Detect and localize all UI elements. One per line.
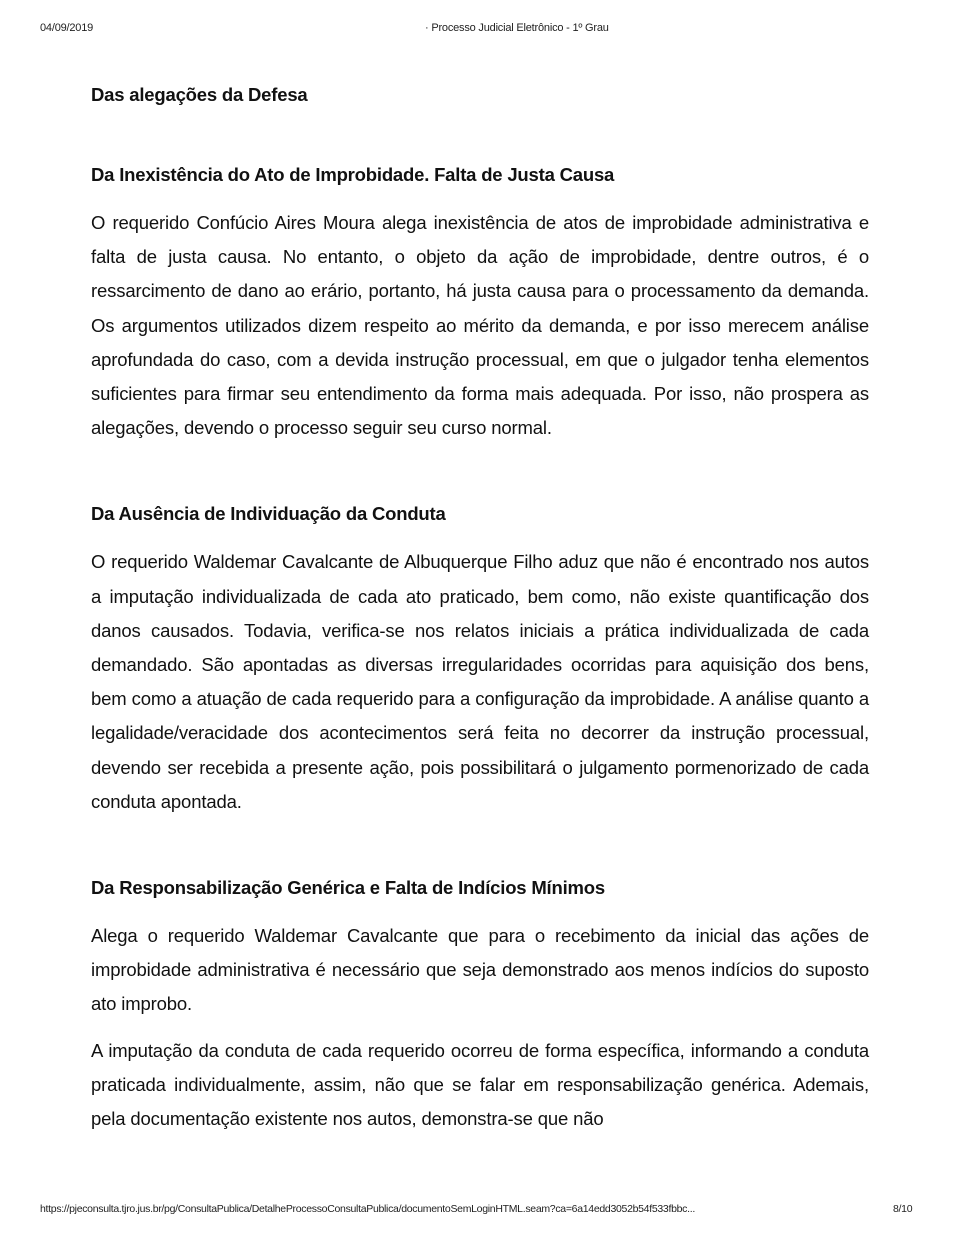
section-heading: Da Inexistência do Ato de Improbidade. Falta de Justa Causa <box>91 164 615 185</box>
page-number: 8/10 <box>893 1203 913 1215</box>
section-ausencia-individuacao <box>91 503 869 819</box>
print-footer <box>0 1203 960 1219</box>
print-header <box>0 22 960 38</box>
paragraph: A imputação da conduta de cada requerido ocorreu de forma específica, informando a conduta praticada individualmente, assim, não que se falar em responsabilização genérica. Ademais, pela documentação existente nos autos, demonstra-se que não <box>91 1039 869 1130</box>
paragraph: O requerido Confúcio Aires Moura alega inexistência de atos de improbidade administrativa e falta de justa causa. No entanto, o objeto da ação de improbidade, dentre outros, é o ressarcimento de dano ao erário, portanto, há justa causa para o processamento da demanda. Os argumentos utilizados dizem respeito ao mérito da demanda, e por isso merecem análise aprofundada do caso, com a devida instrução processual, em que o julgador tenha elementos suficientes para firmar seu entendimento da forma mais adequada. Por isso, não prospera as alegações, devendo o processo seguir seu curso normal. <box>91 212 869 439</box>
page-title: · Processo Judicial Eletrônico - 1º Grau <box>425 22 609 34</box>
paragraph: Alega o requerido Waldemar Cavalcante que para o recebimento da inicial das ações de improbidade administrativa é necessário que seja demonstrado aos menos indícios do suposto ato improbo. <box>91 925 869 1015</box>
section-heading: Da Responsabilização Genérica e Falta de Indícios Mínimos <box>91 877 605 899</box>
print-date: 04/09/2019 <box>40 22 94 34</box>
section-responsabilizacao-generica <box>91 877 869 1136</box>
main-heading: Das alegações da Defesa <box>91 84 308 105</box>
section-inexistencia <box>91 164 869 445</box>
paragraph: O requerido Waldemar Cavalcante de Albuquerque Filho aduz que não é encontrado nos autos a imputação individualizada de cada ato praticado, bem como, não existe quantificação dos danos causados. Todavia, verifica-se nos relatos iniciais a prática individualizada de cada demandado. São apontadas as diversas irregularidades ocorridas para aquisição dos bens, bem como a atuação de cada requerido para a configuração da improbidade. A análise quanto a legalidade/veracidade dos acontecimentos será feita no decorrer da instrução processual, devendo ser recebida a presente ação, pois possibilitará o julgamento pormenorizado de cada conduta apontada. <box>91 551 869 812</box>
source-url: https://pjeconsulta.tjro.jus.br/pg/ConsultaPublica/DetalheProcessoConsultaPublica/documentoSemLoginHTML.seam?ca=6a14edd3052b54f533fbbc... <box>40 1203 695 1215</box>
document-body <box>91 84 869 1194</box>
section-heading: Da Ausência de Individuação da Conduta <box>91 503 446 525</box>
